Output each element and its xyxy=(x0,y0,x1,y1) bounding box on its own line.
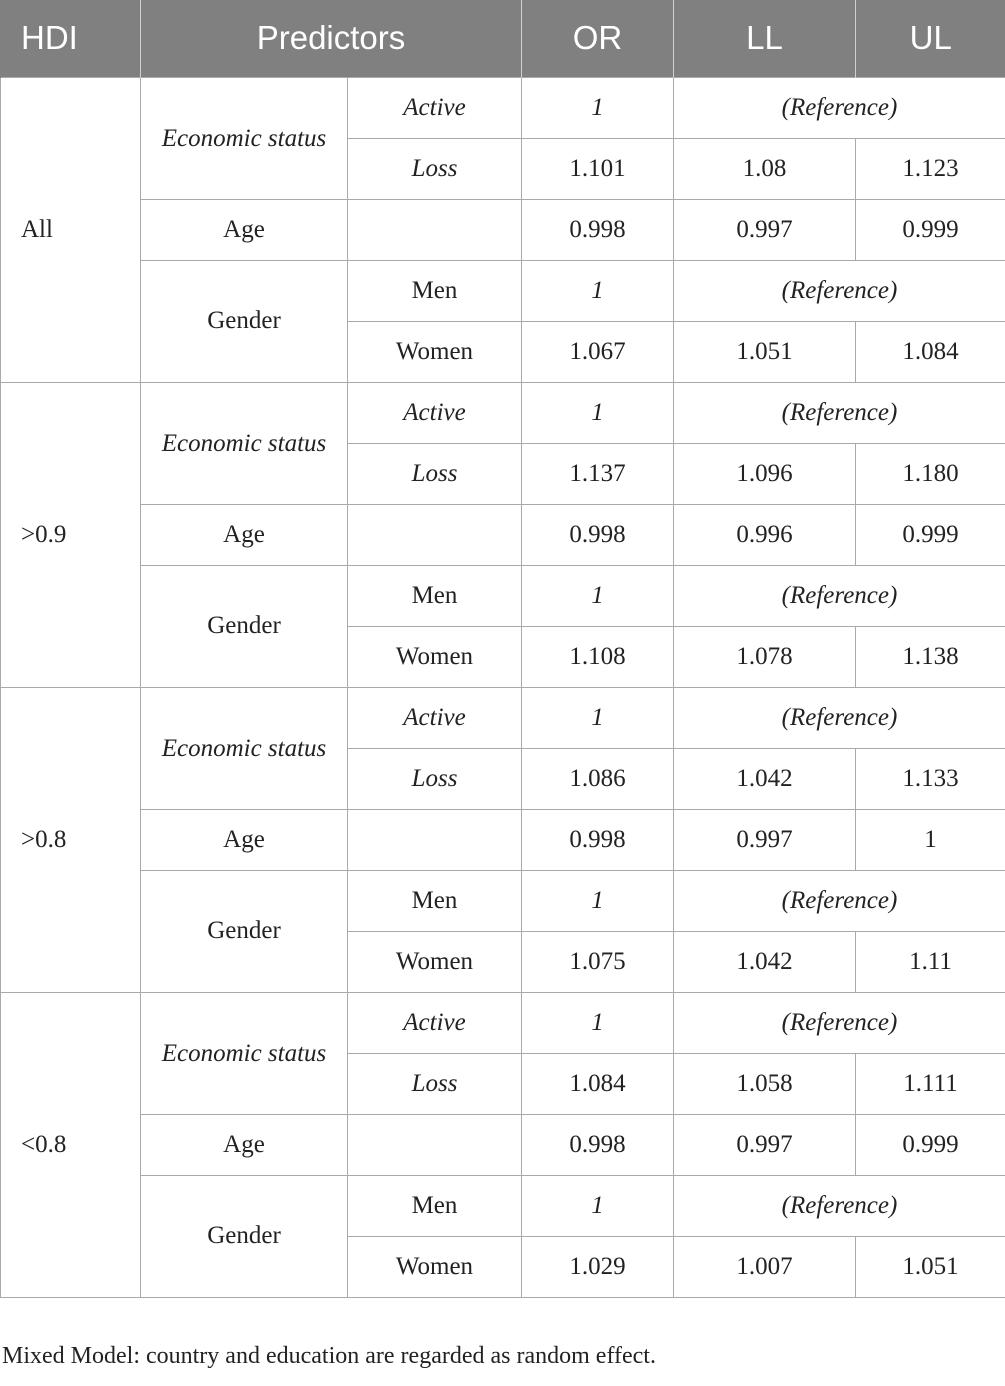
age-or-value: 0.998 xyxy=(522,1114,674,1175)
men-reference: (Reference) xyxy=(674,1175,1005,1236)
women-label: Women xyxy=(348,626,522,687)
active-label: Active xyxy=(348,77,522,138)
hdi-group-cell: All xyxy=(1,77,141,382)
active-or-value: 1 xyxy=(522,992,674,1053)
table-body xyxy=(1,77,1005,1297)
loss-ul-value: 1.180 xyxy=(856,443,1005,504)
men-reference: (Reference) xyxy=(674,260,1005,321)
gender-label: Gender xyxy=(141,565,348,687)
men-or-value: 1 xyxy=(522,260,674,321)
active-reference: (Reference) xyxy=(674,77,1005,138)
loss-label: Loss xyxy=(348,443,522,504)
header-predictors: Predictors xyxy=(141,0,522,77)
table-row xyxy=(1,809,1005,870)
women-ul-value: 1.084 xyxy=(856,321,1005,382)
age-or-value: 0.998 xyxy=(522,199,674,260)
active-or-value: 1 xyxy=(522,382,674,443)
loss-ul-value: 1.111 xyxy=(856,1053,1005,1114)
age-ul-value: 0.999 xyxy=(856,1114,1005,1175)
men-reference: (Reference) xyxy=(674,870,1005,931)
men-or-value: 1 xyxy=(522,1175,674,1236)
active-label: Active xyxy=(348,687,522,748)
active-or-value: 1 xyxy=(522,687,674,748)
women-label: Women xyxy=(348,321,522,382)
loss-ll-value: 1.08 xyxy=(674,138,856,199)
table-row xyxy=(1,504,1005,565)
gender-label: Gender xyxy=(141,260,348,382)
age-ll-value: 0.997 xyxy=(674,809,856,870)
table-row xyxy=(1,687,1005,748)
women-ll-value: 1.042 xyxy=(674,931,856,992)
age-label: Age xyxy=(141,809,348,870)
women-ll-value: 1.051 xyxy=(674,321,856,382)
age-or-value: 0.998 xyxy=(522,809,674,870)
age-label: Age xyxy=(141,504,348,565)
men-or-value: 1 xyxy=(522,870,674,931)
active-label: Active xyxy=(348,382,522,443)
active-reference: (Reference) xyxy=(674,382,1005,443)
gender-label: Gender xyxy=(141,1175,348,1297)
loss-ll-value: 1.042 xyxy=(674,748,856,809)
loss-or-value: 1.084 xyxy=(522,1053,674,1114)
hdi-group-cell: >0.9 xyxy=(1,382,141,687)
age-ll-value: 0.997 xyxy=(674,1114,856,1175)
active-reference: (Reference) xyxy=(674,687,1005,748)
age-ll-value: 0.997 xyxy=(674,199,856,260)
active-reference: (Reference) xyxy=(674,992,1005,1053)
women-or-value: 1.029 xyxy=(522,1236,674,1297)
header-row xyxy=(1,0,1005,77)
loss-label: Loss xyxy=(348,1053,522,1114)
women-or-value: 1.075 xyxy=(522,931,674,992)
economic-status-label: Economic status xyxy=(141,992,348,1114)
women-ul-value: 1.051 xyxy=(856,1236,1005,1297)
table-row xyxy=(1,565,1005,626)
age-label: Age xyxy=(141,199,348,260)
men-or-value: 1 xyxy=(522,565,674,626)
table-row xyxy=(1,1114,1005,1175)
age-empty-cell xyxy=(348,504,522,565)
header-hdi: HDI xyxy=(1,0,141,77)
men-label: Men xyxy=(348,565,522,626)
age-empty-cell xyxy=(348,1114,522,1175)
loss-label: Loss xyxy=(348,138,522,199)
table-row xyxy=(1,260,1005,321)
men-label: Men xyxy=(348,870,522,931)
men-reference: (Reference) xyxy=(674,565,1005,626)
age-label: Age xyxy=(141,1114,348,1175)
active-or-value: 1 xyxy=(522,77,674,138)
women-label: Women xyxy=(348,931,522,992)
loss-label: Loss xyxy=(348,748,522,809)
loss-or-value: 1.101 xyxy=(522,138,674,199)
table-footnote: Mixed Model: country and education are regarded as random effect. xyxy=(2,1343,656,1369)
loss-ul-value: 1.123 xyxy=(856,138,1005,199)
loss-ul-value: 1.133 xyxy=(856,748,1005,809)
age-ul-value: 1 xyxy=(856,809,1005,870)
men-label: Men xyxy=(348,260,522,321)
age-empty-cell xyxy=(348,809,522,870)
women-or-value: 1.108 xyxy=(522,626,674,687)
loss-or-value: 1.137 xyxy=(522,443,674,504)
women-or-value: 1.067 xyxy=(522,321,674,382)
women-ll-value: 1.078 xyxy=(674,626,856,687)
age-ul-value: 0.999 xyxy=(856,504,1005,565)
active-label: Active xyxy=(348,992,522,1053)
loss-ll-value: 1.096 xyxy=(674,443,856,504)
women-ll-value: 1.007 xyxy=(674,1236,856,1297)
loss-ll-value: 1.058 xyxy=(674,1053,856,1114)
loss-or-value: 1.086 xyxy=(522,748,674,809)
women-ul-value: 1.138 xyxy=(856,626,1005,687)
table-row xyxy=(1,870,1005,931)
women-ul-value: 1.11 xyxy=(856,931,1005,992)
table-row xyxy=(1,382,1005,443)
header-or: OR xyxy=(522,0,674,77)
header-ul: UL xyxy=(856,0,1005,77)
header-ll: LL xyxy=(674,0,856,77)
women-label: Women xyxy=(348,1236,522,1297)
table-row xyxy=(1,1175,1005,1236)
age-or-value: 0.998 xyxy=(522,504,674,565)
economic-status-label: Economic status xyxy=(141,687,348,809)
economic-status-label: Economic status xyxy=(141,382,348,504)
table-row xyxy=(1,992,1005,1053)
age-ul-value: 0.999 xyxy=(856,199,1005,260)
hdi-group-cell: <0.8 xyxy=(1,992,141,1297)
table-row xyxy=(1,199,1005,260)
age-ll-value: 0.996 xyxy=(674,504,856,565)
age-empty-cell xyxy=(348,199,522,260)
hdi-group-cell: >0.8 xyxy=(1,687,141,992)
men-label: Men xyxy=(348,1175,522,1236)
table-row xyxy=(1,77,1005,138)
economic-status-label: Economic status xyxy=(141,77,348,199)
gender-label: Gender xyxy=(141,870,348,992)
